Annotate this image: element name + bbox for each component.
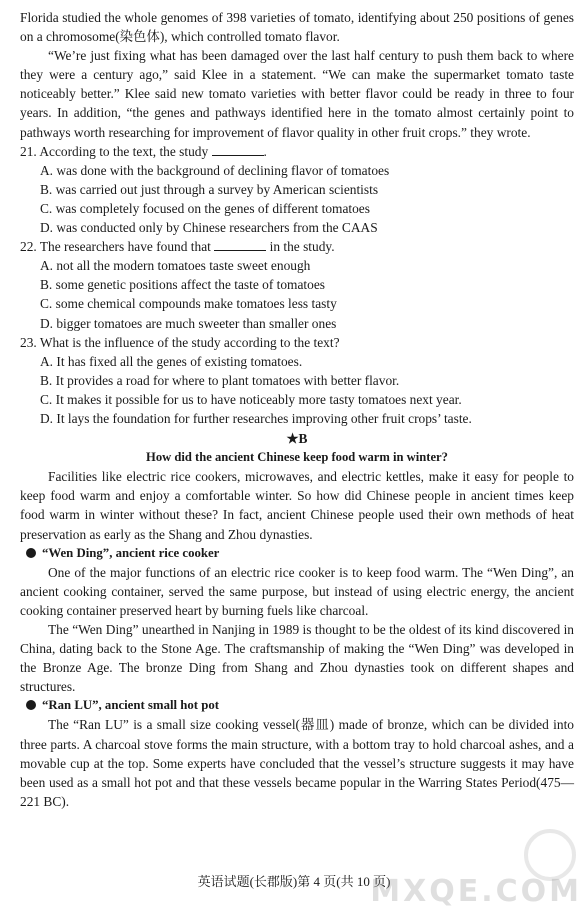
bullet-icon (26, 548, 36, 558)
section-label: ★B (286, 431, 308, 447)
stem-text-after: . (263, 143, 267, 159)
wending-paragraph-1: One of the major functions of an electric rice cooker is to keep food warm. The “Wen Ding”, an ancient cooking container, served the same purpose, but instead of using electric energy, the ancient cooking container preserved heart by burning fuels like charcoal. (20, 564, 574, 618)
bullet-icon (26, 700, 36, 710)
passage-a-paragraph-1: Florida studied the whole genomes of 398 varieties of tomato, identifying about 250 positions of genes on a chromosome(染色体), which controlled tomato flavor. (20, 10, 574, 45)
passage-b-intro: Facilities like electric rice cookers, microwaves, and electric kettles, make it easy for people to keep food warm and enjoy a comfortable winter. So how did Chinese people in ancient times keep food warm in winter without these? In fact, ancient Chinese people used their own methods of heat preservation as early as the Shang and Zhou dynasties. (20, 469, 574, 542)
heading-text: “Ran LU”, ancient small hot pot (42, 698, 220, 713)
question-22 (20, 237, 574, 332)
question-stem (20, 142, 574, 161)
page-footer: 英语试题(长郡版)第 4 页(共 10 页) (197, 874, 391, 889)
option-b: B. was carried out just through a survey by American scientists (40, 181, 379, 197)
passage-a-paragraph-2: “We’re just fixing what has been damaged over the last half century to push them back to where they were a century ago,” said Klee in a statement. “We can make the supermarket tomato taste noticeably better.” Klee said new tomato varieties with better flavor could be ready in three to four years. In addition, “the genes and pathways identified here in the tomato almost certainly point to pathways worth researching for improvement of flavor quality in other fruit crops.” they wrote. (20, 48, 574, 140)
question-21 (20, 142, 574, 237)
option-d: D. bigger tomatoes are much sweeter than smaller ones (40, 315, 337, 331)
stem-text-after: in the study. (269, 239, 335, 255)
passage-title: How did the ancient Chinese keep food warm in winter? (146, 450, 448, 465)
wending-paragraph-2: The “Wen Ding” unearthed in Nanjing in 1989 is thought to be the oldest of its kind discovered in China, dating back to the Stone Age. The craftsmanship of making the “Wen Ding” was developed in the Bronze Age. The bronze Ding from Shang and Zhou dynasties took on different shapes and structures. (20, 622, 574, 695)
stem-text: 21. According to the text, the study (20, 143, 209, 159)
question-stem: 23. What is the influence of the study according to the text? (20, 334, 340, 350)
wending-heading (26, 544, 574, 563)
option-a: A. not all the modern tomatoes taste sweet enough (40, 258, 311, 274)
stem-text: 22. The researchers have found that (20, 239, 211, 255)
ranlu-paragraph-1: The “Ran LU” is a small size cooking vessel(器皿) made of bronze, which can be divided into three parts. A charcoal stove forms the main structure, with a bottom tray to hold charcoal ashes, and a movable cup at the top. Some experts have concluded that the vessel’s structure suggests it may have been used as a small hot pot and that these vessels became popular in the Warring States Period(475—221 BC). (20, 717, 574, 809)
option-b: B. some genetic positions affect the taste of tomatoes (40, 277, 325, 293)
answer-blank (212, 143, 264, 156)
option-d: D. It lays the foundation for further researches improving other fruit crops’ taste. (40, 410, 472, 426)
heading-text: “Wen Ding”, ancient rice cooker (42, 545, 220, 560)
answer-blank (214, 238, 266, 251)
option-c: C. some chemical compounds make tomatoes less tasty (40, 296, 337, 312)
option-c: C. It makes it possible for us to have noticeably more tasty tomatoes next year. (40, 391, 462, 407)
question-stem (20, 237, 574, 256)
option-a: A. was done with the background of declining flavor of tomatoes (40, 162, 390, 178)
option-b: B. It provides a road for where to plant tomatoes with better flavor. (40, 372, 400, 388)
option-a: A. It has fixed all the genes of existing tomatoes. (40, 353, 303, 369)
option-d: D. was conducted only by Chinese researchers from the CAAS (40, 220, 378, 236)
ranlu-heading (26, 696, 574, 715)
option-c: C. was completely focused on the genes of different tomatoes (40, 200, 370, 216)
question-23 (20, 333, 574, 428)
watermark: MXQE.COM (370, 873, 582, 909)
